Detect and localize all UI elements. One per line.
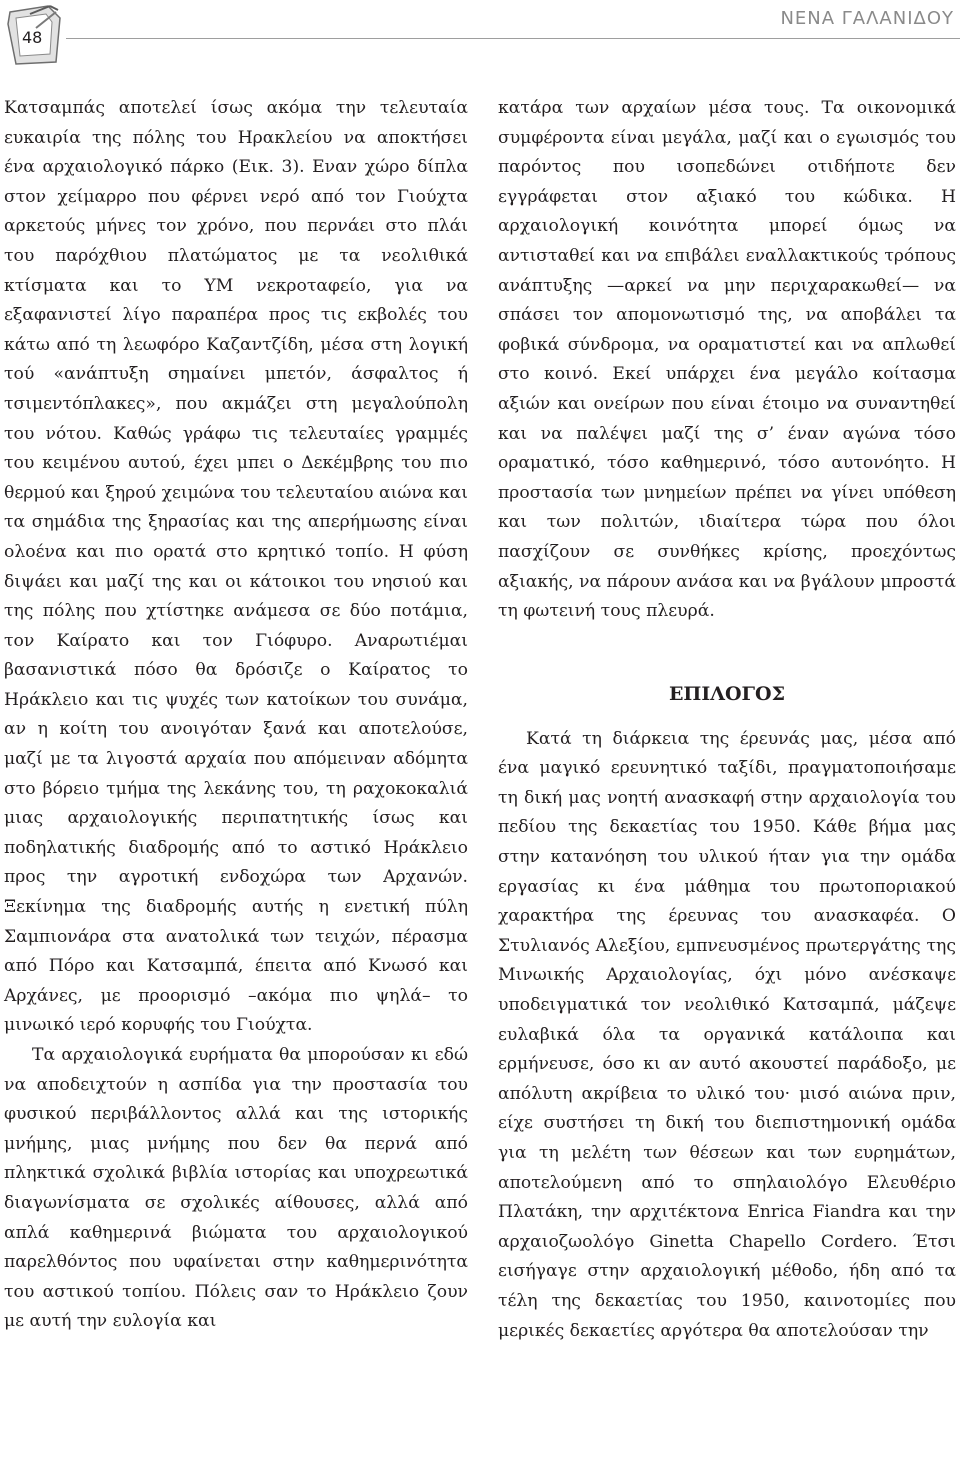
right-paragraph-1: κατάρα των αρχαίων μέσα τους. Τα οικονομικά συμφέροντα είναι μεγάλα, μαζί και ο εγωισμός του παρόντος που ισοπεδώνει οτιδήποτε δεν εγγράφεται στον αξιακό του κώδικα. Η αρχαιολογική κοινότητα μπορεί όμως να αντισταθεί και να επιβάλει εναλλακτικούς τρόπους ανάπτυξης —αρκεί να μην περιχαρακωθεί— να σπάσει τον απομονωτισμό της, να αποβάλει τα φοβικά σύνδρομα, να οραματιστεί και να απλωθεί στο κοινό. Εκεί υπάρχει ένα μεγάλο κοίτασμα αξιών και ονείρων που είναι έτοιμο να συναντηθεί και να παλέψει μαζί της σ’ έναν αγώνα τόσο οραματικό, τόσο καθημερινό, τόσο αυτονόητο. Η προστασία των μνημείων πρέπει να γίνει υπόθεση και των πολιτών, ιδιαίτερα τώρα που όλοι πασχίζουν σε συνθήκες κρίσης, προεχόντως αξιακής, να πάρουν ανάσα και να βγάλουν μπροστά τη φωτεινή τους πλευρά. xyxy=(498,98,956,622)
right-column xyxy=(498,94,956,1346)
right-paragraph-2: Κατά τη διάρκεια της έρευνάς μας, μέσα από ένα μαγικό ερευνητικό ταξίδι, πραγματοποιήσαμε τη δική μας νοητή ανασκαφή στην αρχαιολογία του πεδίου της δεκαετίας του 1950. Κάθε βήμα μας στην κατανόηση του υλικού ήταν για την ομάδα εργασίας κι ένα μάθημα του πρωτοποριακού χαρακτήρα της έρευνας του ανασκαφέα. Ο Στυλιανός Αλεξίου, εμπνευσμένος πρωτεργάτης της Μινωικής Αρχαιολογίας, όχι μόνο ανέσκαψε υποδειγματικά τον νεολιθικό Κατσαμπά, μάζεψε ευλαβικά όλα τα οργανικά κατάλοιπα και ερμήνευσε, όσο κι αν αυτό ακουστεί παράδοξο, με απόλυτη ακρίβεια το υλικό του· μισό αιώνα πριν, είχε συστήσει τη δική του διεπιστημονική ομάδα για τη μελέτη των θέσεων και των ευρημάτων, αποτελούμενη από το σπηλαιολόγο Ελευθέριο Πλατάκη, την αρχιτέκτονα Enrica Fiandra και την αρχαιοζωολόγο Ginetta Chapello Cordero. Έτσι εισήγαγε στην αρχαιολογική μέθοδο, ήδη από τα τέλη της δεκαετίας του 1950, καινοτομίες που μερικές δεκαετίες αργότερα θα αποτελούσαν την xyxy=(498,728,956,1341)
page-number: 48 xyxy=(22,28,43,47)
section-title-epilogue: ΕΠΙΛΟΓΟΣ xyxy=(668,682,786,705)
left-paragraph-2: Τα αρχαιολογικά ευρήματα θα μπορούσαν κι εδώ να αποδειχτούν η ασπίδα για την προστασία του φυσικού περιβάλλοντος αλλά και της ιστορικής μνήμης, μιας μνήμης που δεν θα περνά από πληκτικά σχολικά βιβλία ιστορίας και υποχρεωτικά διαγωνίσματα σε σχολικές αίθουσες, αλλά από απλά καθημερινά βιώματα του αρχαιολογικού παρελθόντος που υφαίνεται στην καθημερινότητα του αστικού τοπίου. Πόλεις σαν το Ηράκλειο ζουν με αυτή την ευλογία και xyxy=(4,1045,468,1332)
left-paragraph-1: Κατσαμπάς αποτελεί ίσως ακόμα την τελευταία ευκαιρία της πόλης του Ηρακλείου να αποκτήσει ένα αρχαιολογικό πάρκο (Εικ. 3). Εναν χώρο δίπλα στον χείμαρρο που φέρνει νερό από τον Γιούχτα αρκετούς μήνες τον χρόνο, που περνάει στο πλάι του παρόχθιου πλατώματος με τα νεολιθικά κτίσματα και το ΥΜ νεκροταφείο, για να εξαφανιστεί λίγο παραπέρα προς τις εκβολές του κάτω από τη λεωφόρο Καζαντζίδη, μέσα στη λογική τού «ανάπτυξη σημαίνει μπετόν, άσφαλτος ή τσιμεντόπλακες», που ακμάζει στη μεγαλούπολη του νότου. Καθώς γράφω τις τελευταίες γραμμές του κειμένου αυτού, έχει μπει ο Δεκέμβρης του πιο θερμού και ξηρού χειμώνα του τελευταίου αιώνα και τα σημάδια της ξηρασίας και της απερήμωσης είναι ολοένα και πιο ορατά στο κρητικό τοπίο. Η φύση διψάει και μαζί της και οι κάτοικοι του νησιού και της πόλης που χτίστηκε ανάμεσα σε δύο ποτάμια, τον Καίρατο και τον Γιόφυρο. Αναρωτιέμαι βασανιστικά πόσο θα δρόσιζε ο Καίρατος το Ηράκλειο και τις ψυχές των κατοίκων του συνάμα, αν η κοίτη του ανοιγόταν ξανά και αποτελούσε, μαζί με τα λιγοστά αρχαία που απόμειναν αδόμητα στο βόρειο τμήμα της λεκάνης του, τη ραχοκοκαλιά μιας αρχαιολογικής περιπατητικής ίσως και ποδηλατικής διαδρομής από το αστικό Ηράκλειο προς την αγροτική ενδοχώρα των Αρχανών. Ξεκίνημα της διαδρομής αυτής η ενετική πύλη Σαμπιονάρα στα ανατολικά των τειχών, πέρασμα από Πόρο και Κατσαμπά, έπειτα από Κνωσό και Αρχάνες, με προορισμό –ακόμα πιο ψηλά– το μινωικό ιερό κορυφής του Γιούχτα. xyxy=(4,98,468,1036)
page-header xyxy=(0,0,960,70)
running-head-author: ΝΕΝΑ ΓΑΛΑΝΙΔΟΥ xyxy=(780,8,954,29)
left-column xyxy=(4,94,468,1337)
header-rule xyxy=(66,38,960,39)
